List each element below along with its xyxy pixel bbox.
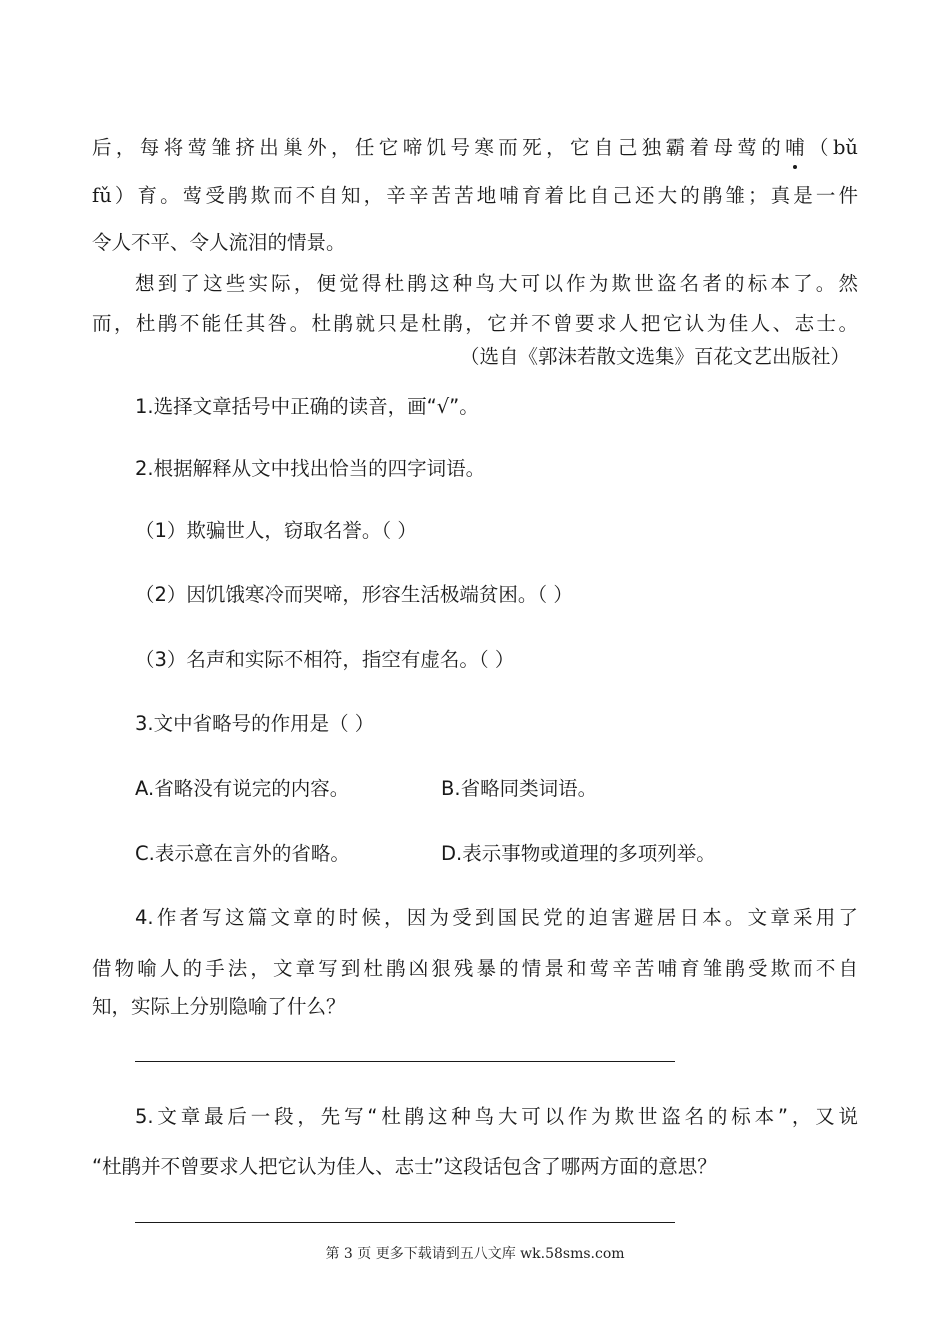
passage-line-4: 想到了这些实际，便觉得杜鹃这种鸟大可以作为欺世盗名者的标本了。然 — [135, 272, 858, 295]
question-3-option-b: B.省略同类词语。 — [441, 777, 598, 800]
passage-source: （选自《郭沫若散文选集》百花文艺出版社） — [459, 345, 850, 368]
question-2-item-1: （1）欺骗世人，窃取名誉。（ ） — [135, 519, 417, 542]
question-3-option-d: D.表示事物或道理的多项列举。 — [441, 842, 716, 865]
question-5-line-2: “杜鹃并不曾要求人把它认为佳人、志士”这段话包含了哪两方面的意思？ — [92, 1155, 717, 1178]
question-1: 1.选择文章括号中正确的读音，画“√”。 — [135, 395, 479, 418]
question-3: 3.文中省略号的作用是（ ） — [135, 712, 375, 735]
passage-line-1 — [92, 134, 858, 162]
question-3-option-a: A.省略没有说完的内容。 — [135, 777, 350, 800]
question-4-line-2: 借物喻人的手法，文章写到杜鹃凶狠残暴的情景和莺辛苦哺育雏鹃受欺而不自 — [92, 957, 858, 980]
question-2-item-3: （3）名声和实际不相符，指空有虚名。（ ） — [135, 648, 515, 671]
pinyin-option-start: （bǔ — [804, 136, 858, 159]
page-footer: 第 3 页 更多下载请到五八文库 wk.58sms.com — [325, 1246, 625, 1262]
passage-line-3: 令人不平、令人流泪的情景。 — [92, 231, 346, 254]
passage-line-2: fǔ）育。莺受鹃欺而不自知，辛辛苦苦地哺育着比自己还大的鹃雏；真是一件 — [92, 184, 858, 207]
dotted-character: 哺 — [785, 134, 805, 162]
question-2: 2.根据解释从文中找出恰当的四字词语。 — [135, 457, 486, 480]
question-3-option-c: C.表示意在言外的省略。 — [135, 842, 350, 865]
question-2-item-2: （2）因饥饿寒冷而哭啼，形容生活极端贫困。（ ） — [135, 583, 573, 606]
question-4-line-1: 4.作者写这篇文章的时候，因为受到国民党的迫害避居日本。文章采用了 — [135, 906, 858, 929]
passage-line-1-text: 后，每将莺雏挤出巢外，任它啼饥号寒而死，它自己独霸着母莺的 — [92, 136, 786, 159]
question-4-answer-line[interactable] — [135, 1061, 675, 1062]
question-4-line-3: 知，实际上分别隐喻了什么？ — [92, 995, 346, 1018]
passage-line-5: 而，杜鹃不能任其咎。杜鹃就只是杜鹃，它并不曾要求人把它认为佳人、志士。 — [92, 312, 858, 335]
question-5-line-1: 5.文章最后一段，先写“杜鹃这种鸟大可以作为欺世盗名的标本”，又说 — [135, 1105, 858, 1128]
question-5-answer-line[interactable] — [135, 1222, 675, 1223]
